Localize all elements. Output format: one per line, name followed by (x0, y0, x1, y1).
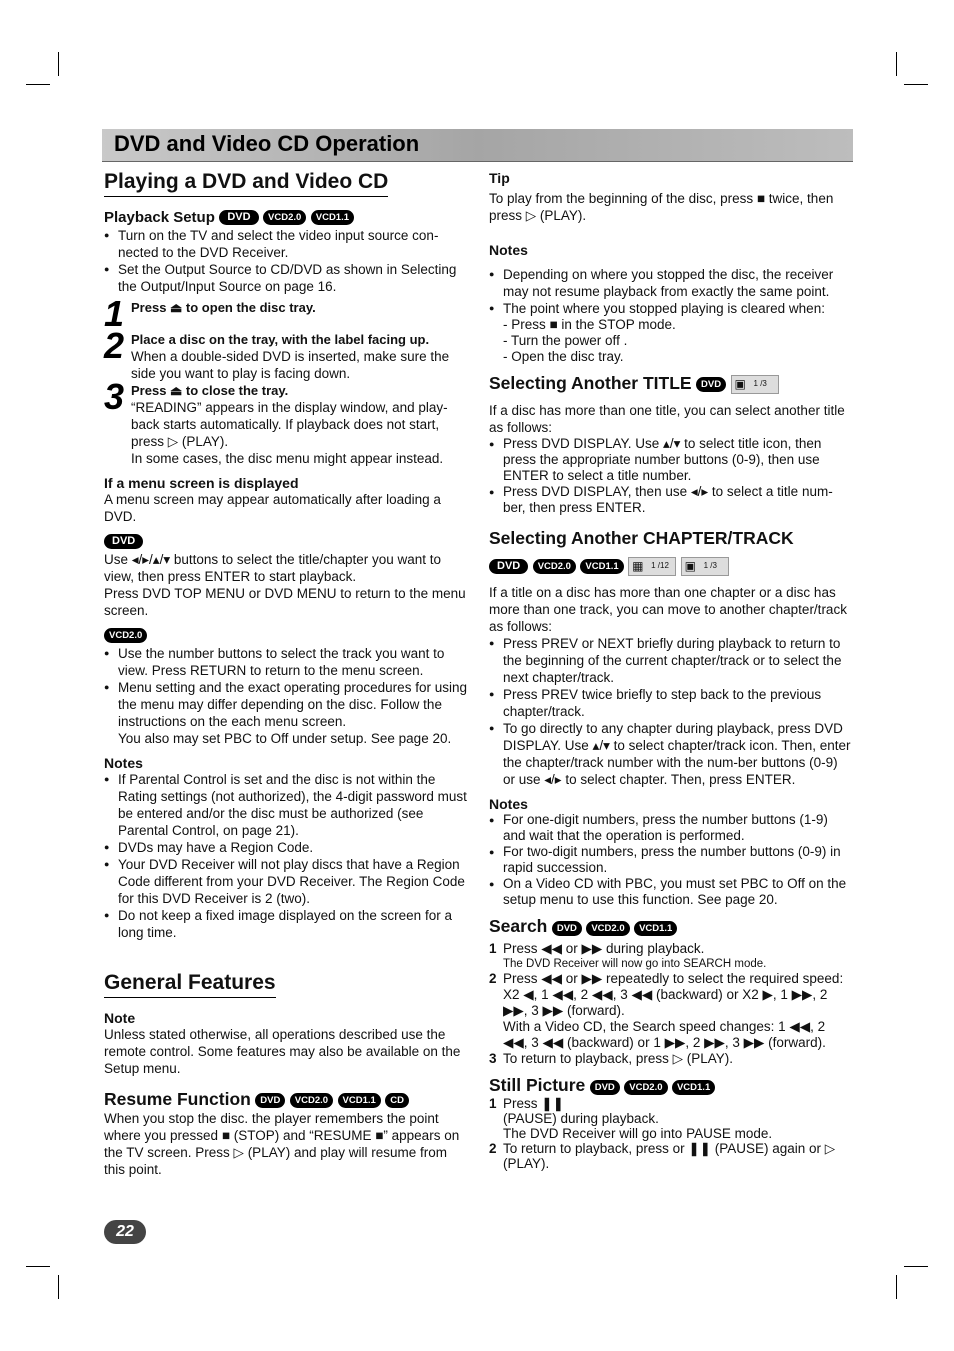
notes-list (489, 812, 851, 908)
crop-mark (896, 52, 897, 76)
vcd-list (104, 645, 467, 730)
crop-mark (904, 1266, 928, 1267)
notes-list (104, 771, 467, 941)
banner-title: DVD and Video CD Operation (114, 131, 420, 156)
notes-sub: - Turn the power off . (503, 333, 628, 348)
step-number: 1 (104, 293, 125, 334)
setup-list (104, 227, 467, 295)
step-2 (104, 325, 467, 382)
list-item: 3 To return to playback, press ▷ (PLAY). (489, 1051, 733, 1067)
chapter-list (489, 635, 851, 788)
vcd20-badge: VCD2.0 (586, 921, 629, 936)
search-steps (489, 941, 851, 1067)
vcd20-badge: VCD2.0 (533, 559, 576, 574)
list-item: ● Do not keep a fixed image displayed on the screen for a long time. (104, 907, 467, 941)
dvd-badge: DVD (489, 559, 528, 574)
dvd-badge: DVD (104, 534, 143, 549)
dvd-text: Press DVD TOP MENU or DVD MENU to return to the menu screen. (104, 586, 466, 618)
list-item: ● Turn on the TV and select the video input source con-nected to the DVD Receiver. (104, 227, 467, 261)
list-item: ● Depending on where you stopped the disc, the receiver may not resume playback from exactly the same point. (489, 266, 851, 300)
dvd-badge: DVD (255, 1093, 285, 1108)
page-number: 22 (104, 1220, 146, 1244)
search-heading: Search DVD VCD2.0 VCD1.1 (489, 916, 851, 937)
cd-badge: CD (385, 1093, 409, 1108)
dvd-badge: DVD (590, 1080, 620, 1095)
note-text: Unless stated otherwise, all operations described use the remote control. Some features may also be available on the Setup menu. (104, 1027, 461, 1076)
chapter-badges (489, 557, 851, 576)
crop-mark (58, 52, 59, 76)
list-item: ● Press DVD DISPLAY. Use ▴/▾ to select title icon, then press the appropriate number buttons (0-9), then use ENTER to select a title number. (489, 436, 851, 484)
notes-heading: Notes (489, 242, 528, 258)
list-item: ● Press DVD DISPLAY, then use ◂/▸ to select a title num-ber, then press ENTER. (489, 484, 851, 516)
track-icon: ▣ 1 /3 (681, 557, 729, 576)
list-item: 2 To return to playback, press or ❚❚ (PAUSE) again or ▷ (PLAY). (489, 1141, 836, 1172)
crop-mark (26, 84, 50, 85)
vcd11-badge: VCD1.1 (634, 921, 677, 936)
list-item: ● For one-digit numbers, press the number buttons (1-9) and wait that the operation is performed. (489, 812, 851, 844)
step-title: Press ⏏ to open the disc tray. (131, 300, 316, 315)
dvd-badge: DVD (696, 377, 726, 392)
vcd20-badge: VCD2.0 (104, 628, 147, 643)
crop-mark (896, 1275, 897, 1299)
vcd20-badge: VCD2.0 (290, 1093, 333, 1108)
crop-mark (58, 1275, 59, 1299)
title-heading: Selecting Another TITLE DVD ▣ 1 /3 (489, 373, 851, 394)
crop-mark (26, 1266, 50, 1267)
crop-mark (904, 84, 928, 85)
list-item: ● Use the number buttons to select the track you want to view. Press RETURN to return to the menu screen. (104, 645, 467, 679)
title-list (489, 436, 851, 516)
vcd11-badge: VCD1.1 (580, 559, 623, 574)
dvd-text: Use ◂/▸/▴/▾ buttons to select the title/chapter you want to view, then press ENTER to start playback. (104, 552, 442, 584)
tip-text: To play from the beginning of the disc, press ■ twice, then press ▷ (PLAY). (489, 191, 834, 223)
menu-heading: If a menu screen is displayed (104, 475, 299, 491)
list-item: ● Set the Output Source to CD/DVD as shown in Selecting the Output/Input Source on page 16. (104, 261, 467, 295)
playing-title: Playing a DVD and Video CD (104, 170, 388, 197)
title-intro: If a disc has more than one title, you can select another title as follows: (489, 403, 845, 436)
list-item: 2 Press ◀◀ or ▶▶ repeatedly to select the required speed: X2 ◀, 1 ◀◀, 2 ◀◀, 3 ◀◀ (backward) or X2 ▶, 1 ▶▶, 2 ▶▶, 3 ▶▶ (forward). With a Video CD, the Search speed changes: 1 ◀◀, 2 ◀◀, 3 ◀◀ (backward) or 1 ▶▶, 2 ▶▶, 3 ▶▶ (forward). (489, 971, 844, 1051)
still-heading: Still Picture DVD VCD2.0 VCD1.1 (489, 1075, 851, 1096)
chapter-icon: ▦ 1 /12 (628, 557, 676, 576)
left-column (104, 170, 467, 1178)
list-item: ● Press PREV or NEXT briefly during playback to return to the beginning of the current chapter/track or to select the next chapter/track. (489, 635, 851, 686)
list-item: 1 Press ❚❚ (PAUSE) during playback. The DVD Receiver will go into PAUSE mode. (489, 1096, 773, 1142)
list-item: ● Press PREV twice briefly to step back to the previous chapter/track. (489, 686, 851, 720)
step-1 (104, 293, 467, 334)
step-body: When a double-sided DVD is inserted, make sure the side you want to play is facing down. (131, 349, 450, 381)
dvd-badge: DVD (552, 921, 582, 936)
step-body: “READING” appears in the display window, and play-back starts automatically. If playback does not start, press ▷ (PLAY). (131, 400, 448, 449)
notes-heading: Notes (104, 755, 143, 771)
notes-sub: - Press ■ in the STOP mode. (503, 317, 676, 332)
section-banner (102, 129, 853, 162)
list-item: ● The point where you stopped playing is cleared when: (489, 300, 851, 317)
note-heading: Note (104, 1010, 136, 1026)
chapter-intro: If a title on a disc has more than one chapter or a disc has more than one track, you can move to another chapter/track as follows: (489, 585, 847, 635)
step-body: In some cases, the disc menu might appear instead. (131, 451, 444, 466)
step-title: Place a disc on the tray, with the label facing up. (131, 332, 430, 347)
list-item: ● DVDs may have a Region Code. (104, 839, 467, 856)
tip-heading: Tip (489, 170, 510, 186)
dvd-badge: DVD (219, 210, 258, 225)
list-item: ● If Parental Control is set and the disc is not within the Rating settings (not authorized), the 4-digit password must be entered and/or the disc must be authorized (see Parental Control, on page 21). (104, 771, 467, 839)
vcd20-badge: VCD2.0 (624, 1080, 667, 1095)
vcd11-badge: VCD1.1 (311, 210, 354, 225)
vcd11-badge: VCD1.1 (338, 1093, 381, 1108)
playback-setup-heading: Playback Setup DVD VCD2.0 VCD1.1 (104, 209, 467, 227)
step-number: 2 (104, 325, 125, 366)
menu-intro: A menu screen may appear automatically after loading a DVD. (104, 492, 441, 524)
step-number: 3 (104, 376, 125, 417)
resume-heading: Resume Function DVD VCD2.0 VCD1.1 CD (104, 1089, 467, 1110)
list-item: ● For two-digit numbers, press the number buttons (0-9) in rapid succession. (489, 844, 851, 876)
notes-heading: Notes (489, 796, 528, 813)
resume-text: When you stop the disc. the player remembers the point where you pressed ■ (STOP) and “RESUME ■” appears on the TV screen. Press ▷ (PLAY) and play will resume from this point. (104, 1111, 460, 1177)
right-column (489, 170, 851, 1171)
still-steps (489, 1096, 851, 1171)
list-item: ● Menu setting and the exact operating procedures for using the menu may differ depending on the disc. Follow the instructions on the each menu screen. (104, 679, 467, 730)
list-item: 1 Press ◀◀ or ▶▶ during playback. The DVD Receiver will now go into SEARCH mode. (489, 941, 767, 971)
vcd-extra: You also may set PBC to Off under setup. See page 20. (118, 731, 452, 746)
title-icon: ▣ 1 /3 (731, 375, 779, 394)
general-features-title: General Features (104, 971, 276, 998)
step-3 (104, 376, 467, 467)
list-item: ● On a Video CD with PBC, you must set PBC to Off on the setup menu to use this function. See page 20. (489, 876, 851, 908)
notes-sub: - Open the disc tray. (503, 349, 624, 364)
chapter-heading: Selecting Another CHAPTER/TRACK (489, 528, 794, 549)
vcd11-badge: VCD1.1 (672, 1080, 715, 1095)
notes-list (489, 266, 851, 317)
step-title: Press ⏏ to close the tray. (131, 383, 289, 398)
list-item: ● Your DVD Receiver will not play discs that have a Region Code different from your DVD Receiver. The Region Code for this DVD Receiver is 2 (two). (104, 856, 467, 907)
list-item: ● To go directly to any chapter during playback, press DVD DISPLAY. Use ▴/▾ to select chapter/track icon. Then, enter the chapter/track number with the num-ber buttons (0-9) or use ◂/▸ to select chapter. Then, press ENTER. (489, 720, 851, 788)
vcd20-badge: VCD2.0 (263, 210, 306, 225)
